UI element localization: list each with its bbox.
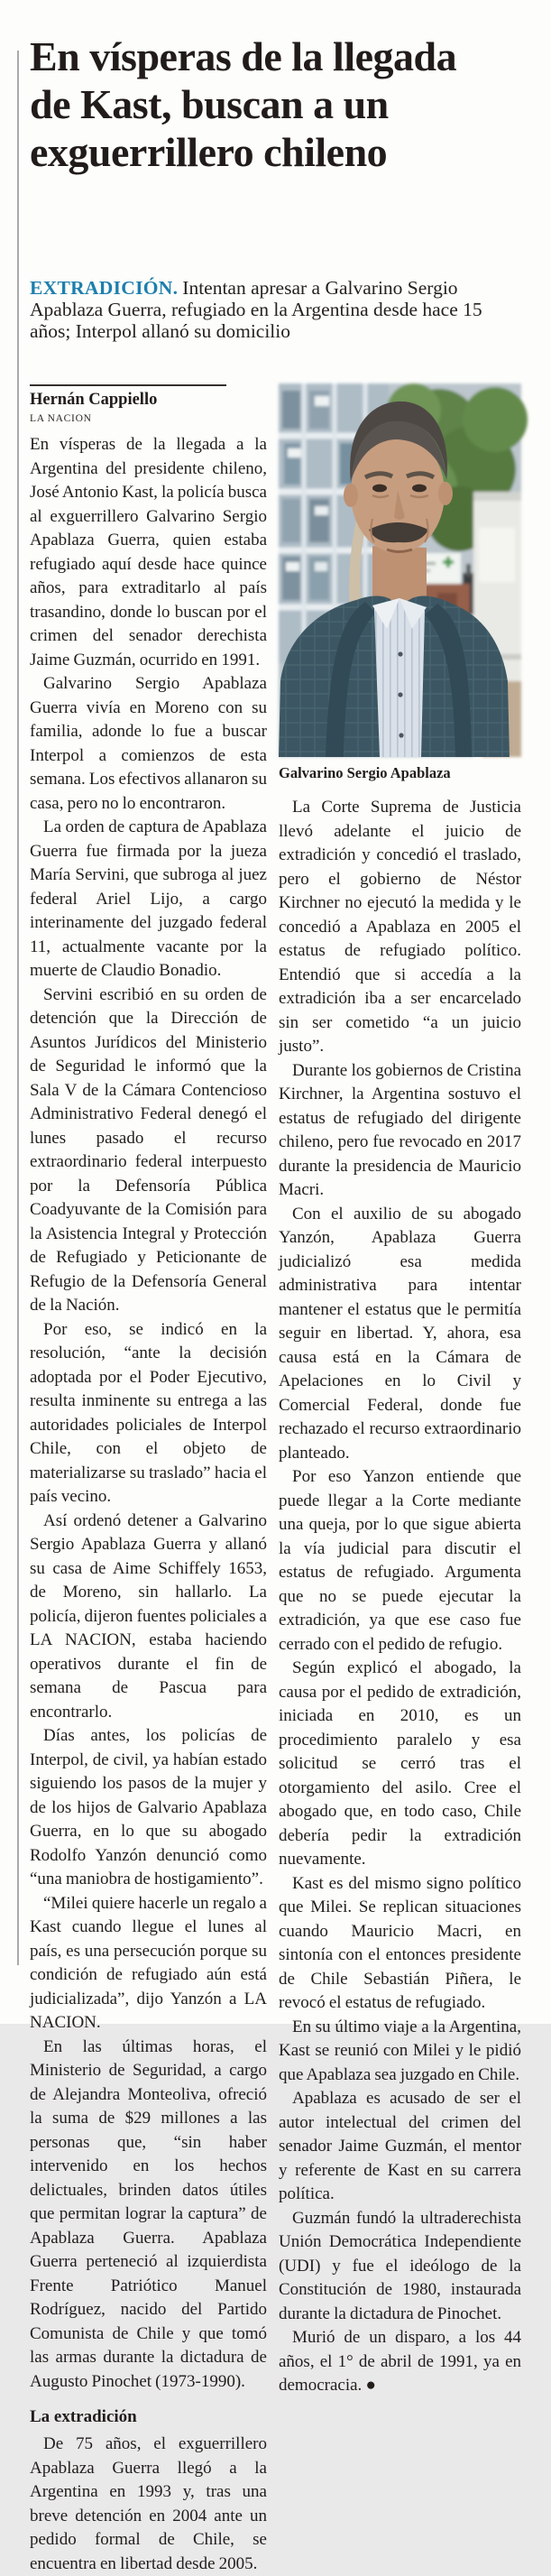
paragraph: Según explicó el abogado, la causa por el pedido de extradición, iniciada en 2010, es un procedimiento paralelo y esa solicitud se cerró tras el otorgamiento del asilo. Cree el abogado que, en todo caso, Chile debería pedir la extradición nuevamente. — [279, 1658, 521, 1869]
body-column-left — [30, 433, 267, 2576]
paragraph: “Milei quiere hacerle un regalo a Kast cuando llegue el lunes al país, es una persecución porque su condición de refugiado aún está judicializada”, dijo Yanzón a LA NACION. — [30, 1893, 267, 2032]
byline-divider — [30, 384, 226, 386]
eye-left — [372, 485, 387, 493]
shirt-button — [399, 733, 403, 737]
paragraph: Apablaza es acusado de ser el autor intelectual del crimen del senador Jaime Guzmán, el mentor y referente de Kast en su carrera política. — [279, 2089, 521, 2203]
paragraph: Días antes, los policías de Interpol, de civil, ya habían estado siguiendo los pasos de la mujer y de los hijos de Galvario Apablaza Guerra, en lo que su abogado Rodolfo Yanzón denunció como “una maniobra de hostigamiento”. — [30, 1726, 267, 1888]
body-column-right — [279, 383, 521, 2398]
paragraph: La orden de captura de Apablaza Guerra fue firmada por la jueza María Servini, que subroga al juez federal Ariel Lijo, a cargo interinamente del juzgado federal 11, actualmente vacante por la muerte de Claudio Bonadio. — [30, 817, 267, 980]
eye-right — [412, 485, 427, 493]
portrait-photo-illustration — [279, 383, 521, 757]
paragraph: Galvarino Sergio Apablaza Guerra vivía en Moreno con su familia, adonde lo fue a buscar Interpol a comienzos de esta semana. Los efectivos allanaron su casa, pero no lo encontraron. — [30, 674, 267, 813]
paragraph: Así ordenó detener a Galvarino Sergio Apablaza Guerra y allanó su casa de Aime Schiffely 1653, de Moreno, sin hallarlo. La policía, dijeron fuentes policiales a LA NACION, estaba haciendo operativos durante el fin de semana de Pascua para encontrarlo. — [30, 1510, 267, 1722]
kicker-label: EXTRADICIÓN. — [30, 277, 179, 299]
paragraph: La Corte Suprema de Justicia llevó adelante el juicio de extradición y concedió el traslado, pero el gobierno de Néstor Kirchner no ejecutó la medida y le concedió a Apablaza en 2005 el estatus de refugiado político. Entendió que si accedía a la extradición iba a ser encarcelado sin ser cometido “a un juicio justo”. — [279, 798, 521, 1056]
paragraph: De 75 años, el exguerrillero Apablaza Guerra llegó a la Argentina en 1993 y, tras una breve detención en 2004 ante un pedido formal de Chile, se encuentra en libertad desde 2005. — [30, 2434, 267, 2573]
article-headline: En vísperas de la llegada de Kast, buscan a un exguerrillero chileno — [30, 33, 457, 175]
shirt-button — [398, 692, 402, 697]
paragraph: Murió de un disparo, a los 44 años, el 1° de abril de 1991, ya en democracia. ● — [279, 2328, 521, 2395]
shirt-button — [398, 651, 402, 656]
deck-text: Intentan apresar a Galvarino Sergio Apablaza Guerra, refugiado en la Argentina desde hace 15 años; Interpol allanó su domicilio — [30, 277, 482, 342]
ear-left — [344, 484, 358, 507]
paragraph: Kast es del mismo signo político que Milei. Se replican situaciones cuando Mauricio Macri, en sintonía con el entonces presidente de Chile Sebastián Piñera, le revocó el estatus de refugiado. — [279, 1873, 521, 2012]
paragraph: Durante los gobiernos de Cristina Kirchner, la Argentina sostuvo el estatus de refugiado del dirigente chileno, pero fue revocado en 2017 durante la presidencia de Mauricio Macri. — [279, 1060, 521, 1199]
byline-author: Hernán Cappiello — [30, 391, 158, 409]
ear-right — [438, 482, 453, 505]
article-deck — [30, 278, 522, 342]
paragraph: Guzmán fundó la ultraderechista Unión Democrática Independiente (UDI) y fue el ideólogo de la Constitución de 1980, instaurada durante la dictadura de Pinochet. — [279, 2208, 521, 2323]
left-column-rule — [17, 51, 19, 1965]
paragraph: En vísperas de la llegada a la Argentina del presidente chileno, José Antonio Kast, la policía busca al exguerrillero Galvarino Sergio Apablaza Guerra, quien estaba refugiado aquí desde hace quince años, para extraditarlo al país trasandino, donde lo buscan por el crimen del senador derechista Jaime Guzmán, ocurrido en 1991. — [30, 435, 267, 669]
section-subhead: La extradición — [30, 2407, 137, 2426]
article-photo — [279, 383, 521, 782]
byline — [30, 390, 157, 425]
paragraph: Por eso, se indicó en la resolución, “ante la decisión adoptada por el Poder Ejecutivo, resulta inminente su entrega a las autoridades policiales de Interpol Chile, con el objeto de materializarse su traslado” hacia el país vecino. — [30, 1319, 267, 1506]
paragraph: Por eso Yanzon entiende que puede llegar a la Corte mediante una queja, por lo que sigue abierta la vía judicial para discutir el estatus de refugiado. Argumenta que no se puede ejecutar la extradición, ya que ese caso fue cerrado con el pedido de refugio. — [279, 1467, 521, 1654]
shirt — [374, 598, 425, 757]
paragraph: En su último viaje a la Argentina, Kast se reunió con Milei y le pidió que Apablaza sea juzgado en Chile. — [279, 2017, 521, 2084]
photo-caption: Galvarino Sergio Apablaza — [279, 764, 451, 781]
paragraph: En las últimas horas, el Ministerio de Seguridad, a cargo de Alejandra Monteoliva, ofreció la suma de $29 millones a las personas que, “sin haber intervenido en los hechos delictuales, brinden datos útiles que permitan lograr la captura” de Apablaza Guerra. Apablaza Guerra perteneció al izquierdista Frente Patriótico Manuel Rodríguez, nacido del Partido Comunista de Chile y que tomó las armas durante la dictadura de Augusto Pinochet (1973-1990). — [30, 2036, 267, 2391]
paragraph: Con el auxilio de su abogado Yanzón, Apablaza Guerra judicializó esa medida administrativa para intentar mantener el estatus que le permitía seguir en libertad. Y, ahora, esa causa está en la Cámara de Apelaciones en lo Civil y Comercial Federal, donde fue rechazado el recurso extraordinario planteado. — [279, 1204, 521, 1463]
byline-agency: LA NACION — [30, 413, 92, 424]
paragraph: Servini escribió en su orden de detención que la Dirección de Asuntos Jurídicos del Ministerio de Seguridad le informó que la Sala V de la Cámara Contencioso Administrativo Federal denegó el lunes pasado el recurso extraordinario federal interpuesto por la Defensoría Pública Coadyuvante de la Comisión para la Asistencia Integral y Protección de Refugiado y Peticionante de Refugio de la Defensoría General de la Nación. — [30, 984, 267, 1315]
